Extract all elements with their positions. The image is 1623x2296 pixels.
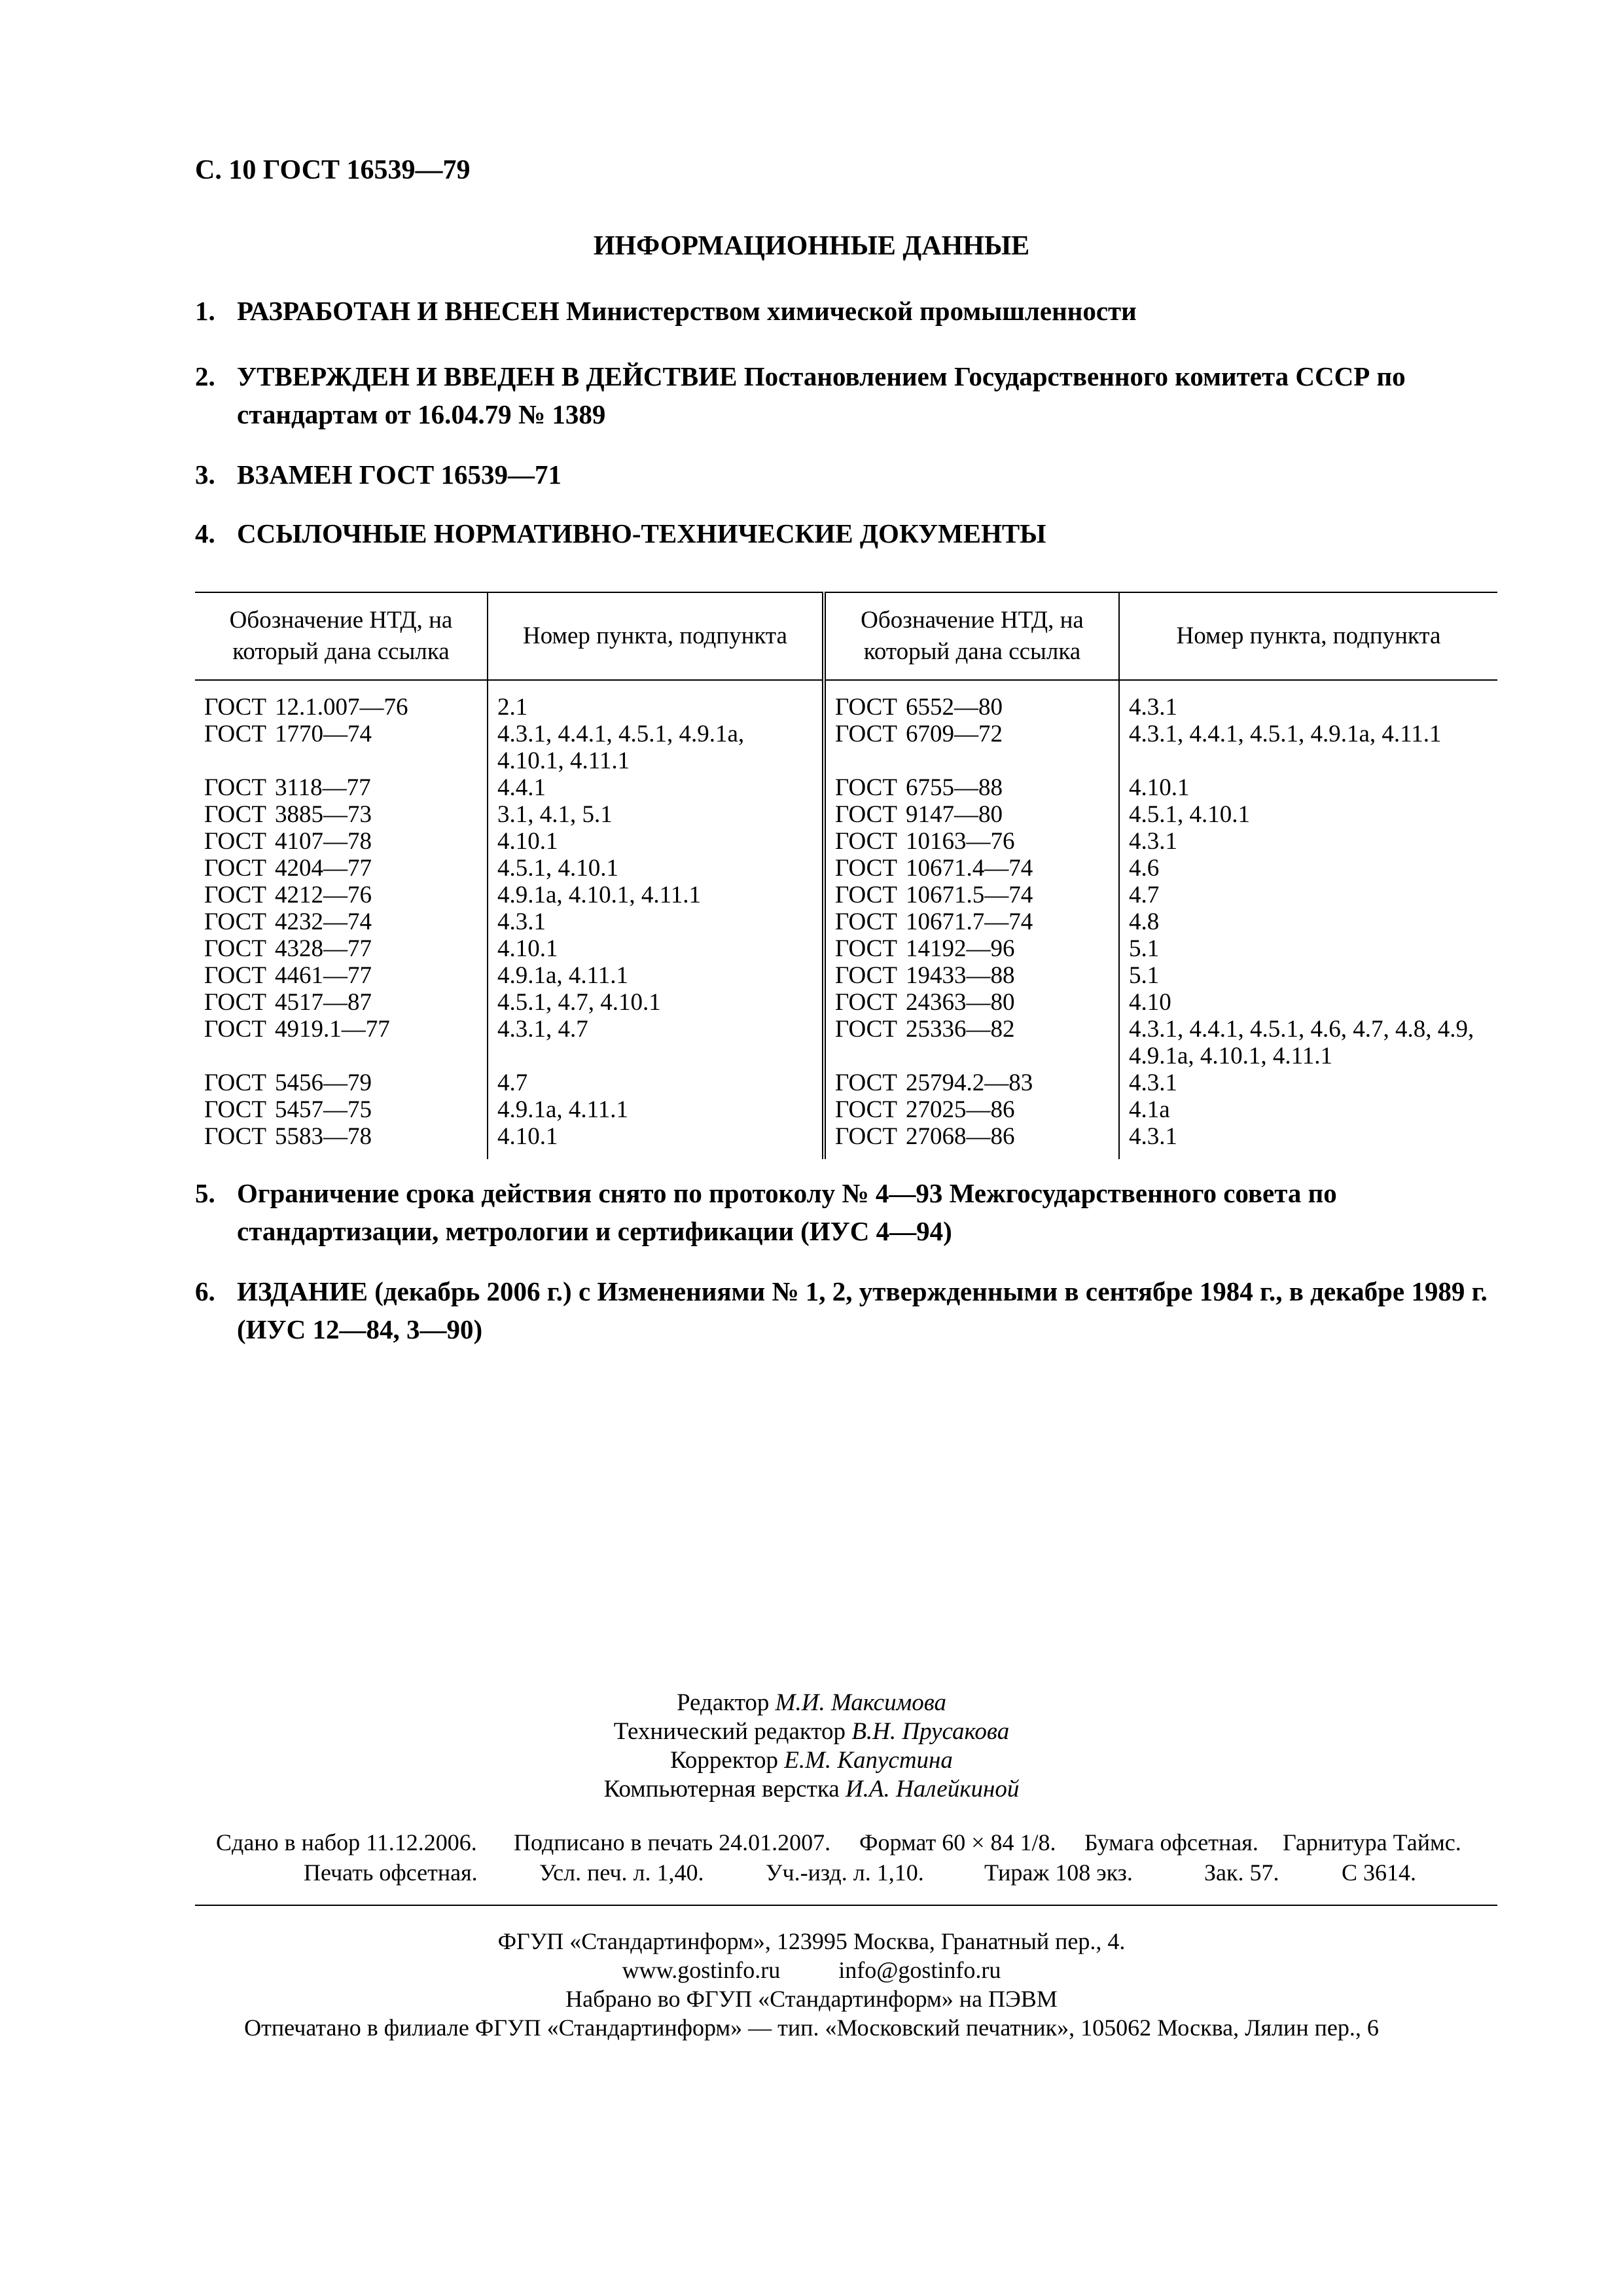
left-doc-cell <box>195 1016 488 1069</box>
col-header-doc-left: Обозначение НТД, на который дана ссылка <box>195 592 488 680</box>
doc-prefix: ГОСТ <box>204 855 266 882</box>
doc-prefix: ГОСТ <box>204 828 266 855</box>
item-text: Министерством химической промышленности <box>559 296 1137 326</box>
doc-code: 9147—80 <box>906 801 1003 828</box>
left-points-cell: 4.9.1а, 4.11.1 <box>488 962 824 989</box>
table-row <box>195 882 1497 908</box>
doc-code: 4107—78 <box>275 828 372 855</box>
doc-prefix: ГОСТ <box>835 801 897 828</box>
right-points-cell: 4.3.1, 4.4.1, 4.5.1, 4.9.1а, 4.11.1 <box>1119 721 1497 774</box>
left-points-cell: 4.5.1, 4.10.1 <box>488 855 824 882</box>
doc-code: 10671.7—74 <box>906 908 1033 935</box>
right-doc-cell <box>824 935 1119 962</box>
left-doc-cell <box>195 801 488 828</box>
doc-prefix: ГОСТ <box>835 882 897 908</box>
left-points-cell: 4.10.1 <box>488 935 824 962</box>
doc-code: 6709—72 <box>906 721 1003 747</box>
doc-code: 10163—76 <box>906 828 1015 855</box>
doc-code: 6755—88 <box>906 774 1003 801</box>
right-points-cell: 5.1 <box>1119 962 1497 989</box>
doc-prefix: ГОСТ <box>204 1096 266 1123</box>
publisher-address: ФГУП «Стандартинформ», 123995 Москва, Гранатный пер., 4. <box>497 1928 1126 1954</box>
table-row <box>195 801 1497 828</box>
doc-code: 5457—75 <box>275 1096 372 1123</box>
left-doc-cell <box>195 989 488 1016</box>
table-row <box>195 962 1497 989</box>
table-row <box>195 1096 1497 1123</box>
right-points-cell: 4.3.1 <box>1119 680 1497 721</box>
doc-prefix: ГОСТ <box>204 1123 266 1150</box>
item-heading: Ограничение срока действия снято по протоколу № 4—93 Межгосударственного совета по стандартизации, метрологии и сертификации (ИУС 4—94) <box>237 1178 1337 1246</box>
divider <box>195 1905 1497 1906</box>
doc-prefix: ГОСТ <box>835 908 897 935</box>
staff-line: Компьютерная верстка И.А. Налейкиной <box>603 1776 1020 1803</box>
table-body <box>195 680 1497 1159</box>
doc-prefix: ГОСТ <box>204 694 266 721</box>
doc-code: 5456—79 <box>275 1069 372 1096</box>
left-doc-cell <box>195 935 488 962</box>
table-row <box>195 855 1497 882</box>
staff-line: Технический редактор В.Н. Прусакова <box>613 1718 1010 1745</box>
doc-prefix: ГОСТ <box>835 855 897 882</box>
left-doc-cell <box>195 1096 488 1123</box>
doc-code: 4204—77 <box>275 855 372 882</box>
item-heading: РАЗРАБОТАН И ВНЕСЕН <box>237 296 560 326</box>
doc-prefix: ГОСТ <box>835 1069 897 1096</box>
item-number: 6. <box>195 1276 215 1306</box>
left-points-cell: 4.4.1 <box>488 774 824 801</box>
section-title: ИНФОРМАЦИОННЫЕ ДАННЫЕ <box>593 231 1030 261</box>
left-points-cell: 4.3.1 <box>488 908 824 935</box>
doc-code: 5583—78 <box>275 1123 372 1150</box>
page-header: С. 10 ГОСТ 16539—79 <box>195 155 471 185</box>
doc-code: 4517—87 <box>275 989 372 1016</box>
info-item-3 <box>195 456 1497 493</box>
doc-code: 3885—73 <box>275 801 372 828</box>
right-doc-cell <box>824 1069 1119 1096</box>
left-points-cell: 4.3.1, 4.4.1, 4.5.1, 4.9.1а, 4.10.1, 4.11.1 <box>488 721 824 774</box>
right-points-cell: 4.8 <box>1119 908 1497 935</box>
doc-code: 14192—96 <box>906 935 1015 962</box>
left-doc-cell <box>195 721 488 774</box>
info-item-2 <box>195 357 1497 433</box>
table-row <box>195 1123 1497 1159</box>
right-doc-cell <box>824 962 1119 989</box>
doc-prefix: ГОСТ <box>835 1096 897 1123</box>
right-points-cell: 4.3.1 <box>1119 1069 1497 1096</box>
table-row <box>195 828 1497 855</box>
right-points-cell: 4.7 <box>1119 882 1497 908</box>
right-doc-cell <box>824 801 1119 828</box>
doc-prefix: ГОСТ <box>204 882 266 908</box>
doc-prefix: ГОСТ <box>204 962 266 989</box>
left-doc-cell <box>195 1123 488 1159</box>
doc-prefix: ГОСТ <box>835 694 897 721</box>
staff-list <box>0 1689 1623 1804</box>
staff-line: Редактор М.И. Максимова <box>676 1689 947 1716</box>
left-doc-cell <box>195 1069 488 1096</box>
left-doc-cell <box>195 680 488 721</box>
col-header-points-left: Номер пункта, подпункта <box>488 592 824 680</box>
doc-code: 4232—74 <box>275 908 372 935</box>
right-doc-cell <box>824 721 1119 774</box>
doc-code: 4212—76 <box>275 882 372 908</box>
right-points-cell: 4.10 <box>1119 989 1497 1016</box>
item-heading: ВЗАМЕН ГОСТ 16539—71 <box>237 459 562 490</box>
staff-line: Корректор Е.М. Капустина <box>670 1747 953 1774</box>
doc-prefix: ГОСТ <box>204 935 266 962</box>
doc-code: 4919.1—77 <box>275 1016 390 1043</box>
item-heading: УТВЕРЖДЕН И ВВЕДЕН В ДЕЙСТВИЕ <box>237 361 738 391</box>
item-number: 4. <box>195 518 215 548</box>
doc-code: 25336—82 <box>906 1016 1015 1043</box>
right-points-cell: 4.5.1, 4.10.1 <box>1119 801 1497 828</box>
doc-prefix: ГОСТ <box>835 1016 897 1043</box>
item-text: Постановлением Государственного комитета СССР по стандартам от 16.04.79 № 1389 <box>237 361 1406 429</box>
right-doc-cell <box>824 908 1119 935</box>
imprint-block <box>216 1827 1499 1888</box>
item-number: 1. <box>195 296 215 326</box>
doc-prefix: ГОСТ <box>204 1016 266 1043</box>
table-row <box>195 721 1497 774</box>
left-points-cell: 4.10.1 <box>488 828 824 855</box>
publisher-contacts <box>0 1956 1623 1984</box>
left-doc-cell <box>195 828 488 855</box>
table-row <box>195 908 1497 935</box>
doc-prefix: ГОСТ <box>204 801 266 828</box>
doc-code: 4328—77 <box>275 935 372 962</box>
col-header-points-right: Номер пункта, подпункта <box>1119 592 1497 680</box>
item-number: 3. <box>195 459 215 490</box>
right-doc-cell <box>824 1016 1119 1069</box>
left-points-cell: 4.9.1а, 4.11.1 <box>488 1096 824 1123</box>
right-doc-cell <box>824 1096 1119 1123</box>
doc-prefix: ГОСТ <box>835 989 897 1016</box>
info-item-4 <box>195 514 1497 552</box>
left-points-cell: 4.7 <box>488 1069 824 1096</box>
right-points-cell: 4.3.1 <box>1119 1123 1497 1159</box>
right-points-cell: 4.10.1 <box>1119 774 1497 801</box>
doc-code: 10671.4—74 <box>906 855 1033 882</box>
doc-prefix: ГОСТ <box>835 774 897 801</box>
doc-prefix: ГОСТ <box>835 1123 897 1150</box>
item-heading: ИЗДАНИЕ (декабрь 2006 г.) с Изменениями № 1, 2, утвержденными в сентябре 1984 г., в декабре 1989 г. (ИУС 12—84, 3—90) <box>237 1276 1488 1344</box>
table-row <box>195 989 1497 1016</box>
doc-code: 3118—77 <box>275 774 371 801</box>
table-row <box>195 774 1497 801</box>
table-row <box>195 935 1497 962</box>
doc-prefix: ГОСТ <box>835 721 897 747</box>
right-points-cell: 4.1а <box>1119 1096 1497 1123</box>
doc-prefix: ГОСТ <box>204 908 266 935</box>
doc-code: 24363—80 <box>906 989 1015 1016</box>
doc-prefix: ГОСТ <box>204 1069 266 1096</box>
typeset-note: Набрано во ФГУП «Стандартинформ» на ПЭВМ <box>565 1986 1058 2012</box>
left-points-cell: 3.1, 4.1, 5.1 <box>488 801 824 828</box>
right-doc-cell <box>824 989 1119 1016</box>
doc-prefix: ГОСТ <box>204 774 266 801</box>
item-heading: ССЫЛОЧНЫЕ НОРМАТИВНО-ТЕХНИЧЕСКИЕ ДОКУМЕНТЫ <box>237 518 1046 548</box>
info-item-1 <box>195 292 1497 330</box>
left-points-cell: 2.1 <box>488 680 824 721</box>
references-table <box>195 592 1497 1159</box>
left-doc-cell <box>195 774 488 801</box>
left-doc-cell <box>195 882 488 908</box>
website-link[interactable]: www.gostinfo.ru <box>622 1957 781 1983</box>
right-points-cell: 4.6 <box>1119 855 1497 882</box>
email-link[interactable]: info@gostinfo.ru <box>838 1957 1001 1983</box>
doc-code: 25794.2—83 <box>906 1069 1033 1096</box>
doc-code: 12.1.007—76 <box>275 694 408 721</box>
left-doc-cell <box>195 855 488 882</box>
imprint-line-1: Сдано в набор 11.12.2006. Подписано в печать 24.01.2007. Формат 60 × 84 1/8. Бумага офсетная. Гарнитура Таймс. <box>216 1829 1461 1856</box>
right-points-cell: 4.3.1, 4.4.1, 4.5.1, 4.6, 4.7, 4.8, 4.9, 4.9.1а, 4.10.1, 4.11.1 <box>1119 1016 1497 1069</box>
doc-prefix: ГОСТ <box>204 989 266 1016</box>
doc-prefix: ГОСТ <box>835 828 897 855</box>
info-item-6 <box>195 1272 1497 1348</box>
left-points-cell: 4.3.1, 4.7 <box>488 1016 824 1069</box>
left-points-cell: 4.10.1 <box>488 1123 824 1159</box>
publisher-block <box>0 1927 1623 2042</box>
left-points-cell: 4.5.1, 4.7, 4.10.1 <box>488 989 824 1016</box>
doc-code: 27068—86 <box>906 1123 1015 1150</box>
right-doc-cell <box>824 882 1119 908</box>
doc-code: 27025—86 <box>906 1096 1015 1123</box>
item-number: 2. <box>195 361 215 391</box>
doc-prefix: ГОСТ <box>204 721 266 747</box>
table-row <box>195 680 1497 721</box>
doc-prefix: ГОСТ <box>835 935 897 962</box>
info-item-5 <box>195 1174 1497 1250</box>
doc-code: 4461—77 <box>275 962 372 989</box>
table-row <box>195 1016 1497 1069</box>
right-points-cell: 5.1 <box>1119 935 1497 962</box>
doc-code: 6552—80 <box>906 694 1003 721</box>
item-number: 5. <box>195 1178 215 1208</box>
left-doc-cell <box>195 962 488 989</box>
table-header-row <box>195 592 1497 680</box>
right-points-cell: 4.3.1 <box>1119 828 1497 855</box>
right-doc-cell <box>824 828 1119 855</box>
doc-code: 19433—88 <box>906 962 1015 989</box>
printed-note: Отпечатано в филиале ФГУП «Стандартинформ» — тип. «Московский печатник», 105062 Москва, Лялин пер., 6 <box>244 2015 1379 2041</box>
left-points-cell: 4.9.1а, 4.10.1, 4.11.1 <box>488 882 824 908</box>
doc-code: 1770—74 <box>275 721 372 747</box>
right-doc-cell <box>824 855 1119 882</box>
col-header-doc-right: Обозначение НТД, на который дана ссылка <box>824 592 1119 680</box>
doc-prefix: ГОСТ <box>835 962 897 989</box>
right-doc-cell <box>824 680 1119 721</box>
imprint-line-2: Печать офсетная. Усл. печ. л. 1,40. Уч.-изд. л. 1,10. Тираж 108 экз. Зак. 57. С 3614. <box>304 1859 1417 1886</box>
right-doc-cell <box>824 1123 1119 1159</box>
doc-code: 10671.5—74 <box>906 882 1033 908</box>
right-doc-cell <box>824 774 1119 801</box>
left-doc-cell <box>195 908 488 935</box>
table-row <box>195 1069 1497 1096</box>
